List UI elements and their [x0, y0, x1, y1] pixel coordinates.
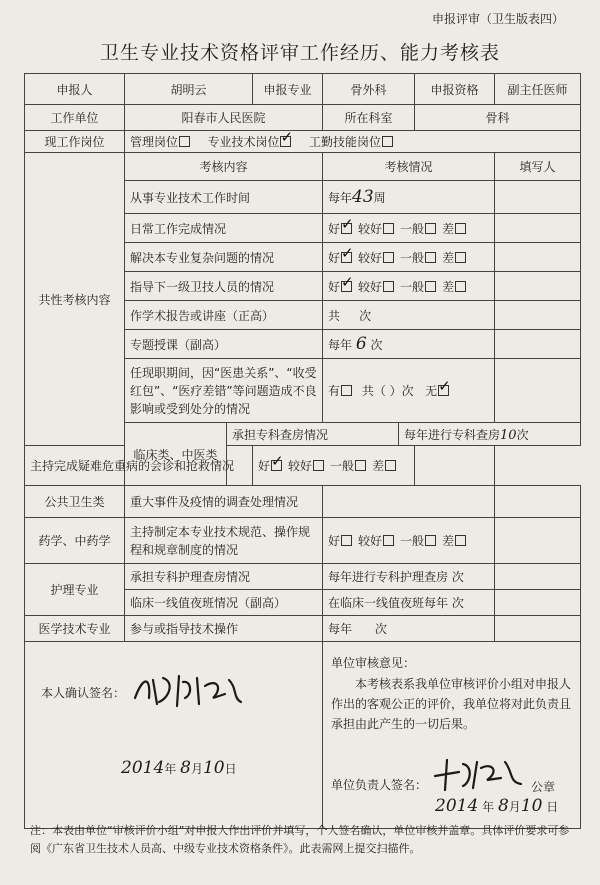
rating-option-label: 好: [328, 279, 341, 294]
rating-checkbox[interactable]: [341, 281, 352, 292]
group-clinical: 临床类、中医类: [125, 423, 227, 486]
rating-option-label: 差: [442, 279, 455, 294]
rating-checkbox[interactable]: [383, 535, 394, 546]
rating-options: [323, 518, 495, 564]
department-label: 所在科室: [323, 105, 415, 131]
rating-checkbox[interactable]: [425, 281, 436, 292]
rating-option-label: 好: [258, 459, 271, 473]
rating-option: [400, 251, 442, 265]
group-nursing: 护理专业: [25, 564, 125, 616]
page-title: 卫生专业技术资格评审工作经历、能力考核表: [99, 42, 500, 64]
row-filler: [495, 243, 581, 272]
row-filler: [495, 181, 581, 214]
row-filler: [495, 590, 581, 616]
row-content: 承担专科查房情况: [227, 423, 399, 446]
row-status: 每年 次: [323, 616, 495, 642]
rating-checkbox[interactable]: [383, 223, 394, 234]
row-content: 承担专科护理查房情况: [125, 564, 323, 590]
group-common: 共性考核内容: [25, 153, 125, 446]
rating-option: [400, 534, 442, 548]
row-filler: [495, 330, 581, 359]
rating-option: [358, 280, 400, 294]
rating-option-label: 好: [328, 534, 341, 548]
rating-option-label: 一般: [400, 534, 425, 548]
rating-option-label: 较好: [358, 279, 383, 294]
group-public-health: 公共卫生类: [25, 486, 125, 518]
rating-checkbox[interactable]: [455, 535, 466, 546]
rating-checkbox[interactable]: [271, 460, 282, 471]
form-code-label: 申报评审（卫生版表四）: [431, 12, 564, 26]
post-options: [125, 131, 581, 153]
row-content: 临床一线值夜班情况（副高）: [125, 590, 323, 616]
row-content: 专题授课（副高）: [125, 330, 323, 359]
qualification-label: 申报资格: [415, 74, 495, 105]
rating-checkbox[interactable]: [383, 281, 394, 292]
rating-checkbox[interactable]: [385, 460, 396, 471]
assessment-table: [24, 73, 581, 829]
rating-option: [330, 459, 372, 473]
applicant-signature: [129, 668, 259, 712]
work-unit-label: 工作单位: [25, 105, 125, 131]
rating-option-label: 好: [328, 221, 341, 236]
rating-checkbox[interactable]: [341, 535, 352, 546]
row-content: 参与或指导技术操作: [125, 616, 323, 642]
self-sign-label: 本人确认签名：: [41, 686, 126, 700]
post-technical-checkbox[interactable]: [280, 136, 291, 147]
rating-checkbox[interactable]: [425, 252, 436, 263]
self-signature-cell: [25, 642, 323, 829]
rating-option: [328, 251, 358, 265]
rating-option-label: 较好: [358, 250, 383, 265]
applicant-value: 胡明云: [125, 74, 253, 105]
department-value: 骨科: [415, 105, 581, 131]
row-filler: [495, 486, 581, 518]
row-content: 主持完成疑难危重病的会诊和抢救情况: [25, 446, 253, 486]
rating-option-label: 一般: [400, 279, 425, 294]
row-filler: [495, 564, 581, 590]
unit-leader-signature: [429, 754, 529, 794]
rating-checkbox[interactable]: [455, 223, 466, 234]
row-filler: [415, 446, 495, 486]
rating-checkbox[interactable]: [425, 223, 436, 234]
applicant-label: 申报人: [25, 74, 125, 105]
rating-options: [323, 214, 495, 243]
rounds-value: 10: [500, 427, 517, 443]
self-sign-date: 2014年 8月10日: [121, 758, 237, 778]
rating-checkbox[interactable]: [425, 535, 436, 546]
unit-review-text: 本考核表系我单位审核评价小组对申报人作出的客观公正的评价，我单位将对此负责且承担由此产生的一切后果。: [331, 677, 572, 731]
yes-checkbox[interactable]: [341, 385, 352, 396]
post-labor-checkbox[interactable]: [382, 136, 393, 147]
footnote: 注：本表由单位“审核评价小组”对申报人作出评价并填写，个人签名确认，单位审核并盖章。具体评价要求可参阅《广东省卫生技术人员高、中级专业技术资格条件》。此表需网上提交扫描件。: [30, 824, 570, 855]
rating-option: [328, 280, 358, 294]
rating-option-label: 较好: [358, 221, 383, 236]
row-status: 每年43周: [323, 181, 495, 214]
rating-option: [358, 534, 400, 548]
rating-option-label: 较好: [358, 534, 383, 548]
row-filler: [495, 272, 581, 301]
rating-options: [253, 446, 415, 486]
row-content: 任现职期间，因“医患关系”、“收受红包”、“医疗差错”等问题造成不良影响或受到处分的情况: [125, 359, 323, 423]
rating-options: [323, 243, 495, 272]
work-unit-value: 阳春市人民医院: [125, 105, 323, 131]
post-option-labor: 工勤技能岗位: [309, 135, 399, 149]
qualification-value: 副主任医师: [495, 74, 581, 105]
row-content: 指导下一级卫技人员的情况: [125, 272, 323, 301]
row-filler: [495, 359, 581, 423]
rating-option: [400, 280, 442, 294]
rating-option: [258, 459, 288, 473]
header-content: 考核内容: [125, 153, 323, 181]
row-content: 重大事件及疫情的调查处理情况: [125, 486, 323, 518]
none-checkbox[interactable]: [438, 385, 449, 396]
post-option-management: 管理岗位: [130, 135, 196, 149]
row-content: 作学术报告或讲座（正高）: [125, 301, 323, 330]
major-label: 申报专业: [253, 74, 323, 105]
row-filler: [495, 301, 581, 330]
rating-checkbox[interactable]: [313, 460, 324, 471]
group-medtech: 医学技术专业: [25, 616, 125, 642]
rating-option: [400, 222, 442, 236]
unit-sign-date: 2014 年 8月10 日: [435, 796, 559, 816]
post-management-checkbox[interactable]: [179, 136, 190, 147]
unit-review-title: 单位审核意见：: [331, 656, 416, 670]
rating-option-label: 好: [328, 250, 341, 265]
rating-option: [442, 534, 472, 548]
row-status: 每年 6 次: [323, 330, 495, 359]
header-status: 考核情况: [323, 153, 495, 181]
rating-option: [358, 251, 400, 265]
rating-option-label: 差: [442, 250, 455, 265]
rating-option: [372, 459, 402, 473]
unit-review-cell: [323, 642, 581, 829]
rating-option-label: 一般: [330, 459, 355, 473]
lectures-value: 6: [355, 334, 367, 354]
unit-sign-label: 单位负责人签名：: [331, 778, 428, 792]
rating-checkbox[interactable]: [341, 252, 352, 263]
rating-option-label: 差: [442, 534, 455, 548]
weeks-value: 43: [352, 187, 374, 207]
rating-option-label: 一般: [400, 221, 425, 236]
rating-option: [358, 222, 400, 236]
row-content: 解决本专业复杂问题的情况: [125, 243, 323, 272]
rating-option-label: 一般: [400, 250, 425, 265]
row-status: 共 次: [323, 301, 495, 330]
row-filler: [495, 616, 581, 642]
rating-option: [328, 222, 358, 236]
rating-checkbox[interactable]: [355, 460, 366, 471]
rating-checkbox[interactable]: [383, 252, 394, 263]
rating-checkbox[interactable]: [455, 252, 466, 263]
current-post-label: 现工作岗位: [25, 131, 125, 153]
row-content: 主持制定本专业技术规范、操作规程和规章制度的情况: [125, 518, 323, 564]
seal-label: 公章: [531, 780, 556, 794]
row-content: 从事专业技术工作时间: [125, 181, 323, 214]
row-filler: [495, 518, 581, 564]
rating-option-label: 差: [372, 459, 385, 473]
row-status: 有 共（ ）次 无✓: [323, 359, 495, 423]
rating-option: [442, 280, 472, 294]
rating-option-label: 差: [442, 221, 455, 236]
rating-option: [442, 251, 472, 265]
row-content: 日常工作完成情况: [125, 214, 323, 243]
rating-checkbox[interactable]: [341, 223, 352, 234]
rating-option-label: 较好: [288, 459, 313, 473]
row-status: [323, 486, 495, 518]
rating-options: [323, 272, 495, 301]
row-status: 在临床一线值夜班每年 次: [323, 590, 495, 616]
row-filler: [495, 214, 581, 243]
row-status: 每年进行专科查房10次: [399, 423, 581, 446]
rating-checkbox[interactable]: [455, 281, 466, 292]
rating-option: [328, 534, 358, 548]
major-value: 骨外科: [323, 74, 415, 105]
header-filler: 填写人: [495, 153, 581, 181]
post-option-technical: 专业技术岗位✓: [207, 135, 297, 149]
row-status: 每年进行专科护理查房 次: [323, 564, 495, 590]
rating-option: [442, 222, 472, 236]
group-pharmacy: 药学、中药学: [25, 518, 125, 564]
rating-option: [288, 459, 330, 473]
